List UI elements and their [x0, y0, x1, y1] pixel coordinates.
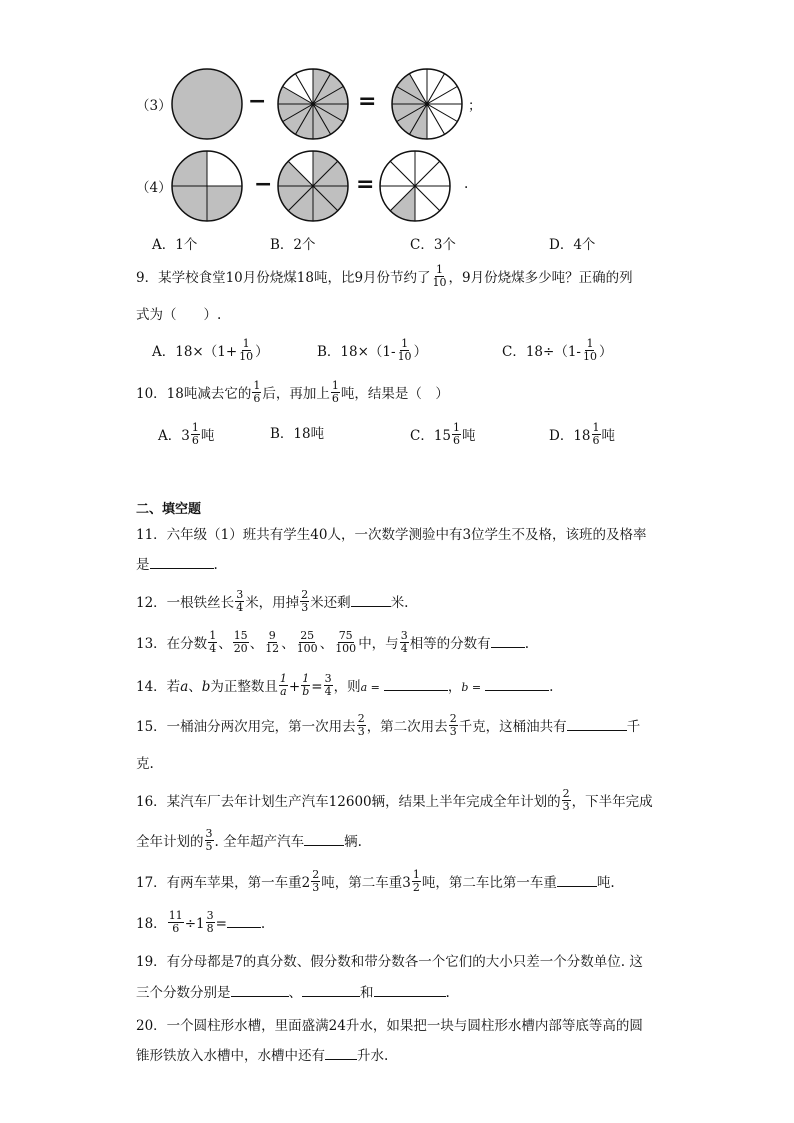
q15-line1: 15．一桶油分两次用完，第一次用去 $\frac{2}{3}$ ，第二次用去 $\frac{2}{3}$ 千克，这桶油共有 千	[136, 712, 641, 738]
q14-b-blank[interactable]	[485, 678, 549, 691]
q13-answer-blank[interactable]	[491, 635, 525, 648]
q19-line2: 三个分数分别是 、 和 .	[136, 985, 450, 1001]
q12-answer-blank[interactable]	[351, 594, 391, 607]
circle-eighths-minuend	[276, 149, 350, 223]
q8-option-c[interactable]: C．3个	[410, 237, 456, 253]
q19-blank-3[interactable]	[374, 984, 446, 997]
q8-option-b[interactable]: B．2个	[270, 237, 316, 253]
q19-blank-2[interactable]	[302, 984, 360, 997]
q8-option-a[interactable]: A．1个	[152, 237, 198, 253]
q11-line1: 11．六年级（1）班共有学生40人，一次数学测验中有3位学生不及格，该班的及格率	[136, 527, 647, 543]
figure-tail-3: ；	[468, 98, 482, 114]
q12: 12．一根铁丝长 $\frac{3}{4}$ 米，用掉 $\frac{2}{3}$ 米还剩 米.	[136, 588, 409, 614]
q8-option-d[interactable]: D．4个	[549, 237, 596, 253]
q9-option-a[interactable]: A．18×（1+ $\frac{1}{10}$ ）	[152, 337, 269, 363]
q16-line2: 全年计划的 $\frac{3}{5}$ . 全年超产汽车 辆.	[136, 827, 362, 853]
q15-line2: 克.	[136, 756, 154, 772]
q18: 18． $\frac{11}{6}$ ÷1 $\frac{3}{8}$ = .	[136, 909, 266, 935]
circle-quarters	[170, 149, 244, 223]
minus-sign-3: −	[248, 89, 267, 114]
q9-stem-line2: 式为（ ）.	[136, 307, 222, 323]
q16-line1: 16．某汽车厂去年计划生产汽车12600辆，结果上半年完成全年计划的 $\frac{2}{3}$ ，下半年完成	[136, 787, 653, 813]
q16-answer-blank[interactable]	[304, 833, 344, 846]
q17-answer-blank[interactable]	[557, 874, 597, 887]
figure-tail-4: .	[464, 176, 469, 192]
equals-sign-3: =	[358, 89, 377, 114]
q19-blank-1[interactable]	[231, 984, 289, 997]
q19-line1: 19．有分母都是7的真分数、假分数和带分数各一个它们的大小只差一个分数单位. 这	[136, 954, 643, 970]
circle-eighths-result	[378, 149, 452, 223]
q14: 14．若a、b为正整数且 $\frac{1}{a}$ + $\frac{1}{b}$ = $\frac{3}{4}$ ，则a = ，b = .	[136, 672, 554, 698]
q13: 13．在分数 $\frac{1}{4}$ 、 $\frac{15}{20}$ 、 $\frac{9}{12}$ 、 $\frac{25}{100}$ 、 $\frac{75}{100}$ 中，与 $\frac{3}{4}$ 相等的分数有 .	[136, 629, 529, 655]
q10-option-a[interactable]: A．3 $\frac{1}{6}$ 吨	[158, 421, 215, 447]
q9-option-c[interactable]: C．18÷（1- $\frac{1}{10}$ ）	[502, 337, 613, 363]
circle-twelfths-result	[390, 67, 464, 141]
section-heading-fill-in: 二、填空题	[136, 502, 202, 517]
circle-whole-shaded	[170, 67, 244, 141]
q9-option-b[interactable]: B．18×（1- $\frac{1}{10}$ ）	[317, 337, 428, 363]
q17: 17．有两车苹果，第一车重2 $\frac{2}{3}$ 吨，第二车重3 $\frac{1}{2}$ 吨，第二车比第一车重 吨.	[136, 868, 615, 894]
q18-answer-blank[interactable]	[227, 915, 261, 928]
circle-twelfths-minuend	[276, 67, 350, 141]
q14-a-blank[interactable]	[384, 678, 448, 691]
q15-answer-blank[interactable]	[567, 718, 627, 731]
figure-label-4: （4）	[136, 180, 172, 196]
equals-sign-4: =	[356, 172, 375, 197]
q20-answer-blank[interactable]	[325, 1047, 357, 1060]
q10-stem: 10．18吨减去它的 $\frac{1}{6}$ 后，再加上 $\frac{1}{6}$ 吨，结果是（ ）	[136, 379, 449, 405]
q9-stem-line1: 9．某学校食堂10月份烧煤18吨，比9月份节约了 $\frac{1}{10}$ ，9月份烧煤多少吨？正确的列	[136, 263, 633, 289]
q10-option-c[interactable]: C．15 $\frac{1}{6}$ 吨	[410, 421, 476, 447]
q11-answer-blank[interactable]	[150, 556, 214, 569]
q10-option-b[interactable]: B．18吨	[270, 426, 325, 442]
q11-line2: 是 .	[136, 557, 218, 573]
minus-sign-4: −	[254, 172, 273, 197]
q20-line2: 锥形铁放入水槽中，水槽中还有 升水.	[136, 1048, 389, 1064]
q9-fraction: $\frac{1}{10}$	[432, 263, 447, 289]
q20-line1: 20．一个圆柱形水槽，里面盛满24升水，如果把一块与圆柱形水槽内部等底等高的圆	[136, 1018, 643, 1034]
q10-option-d[interactable]: D．18 $\frac{1}{6}$ 吨	[549, 421, 616, 447]
figure-label-3: （3）	[136, 98, 172, 114]
